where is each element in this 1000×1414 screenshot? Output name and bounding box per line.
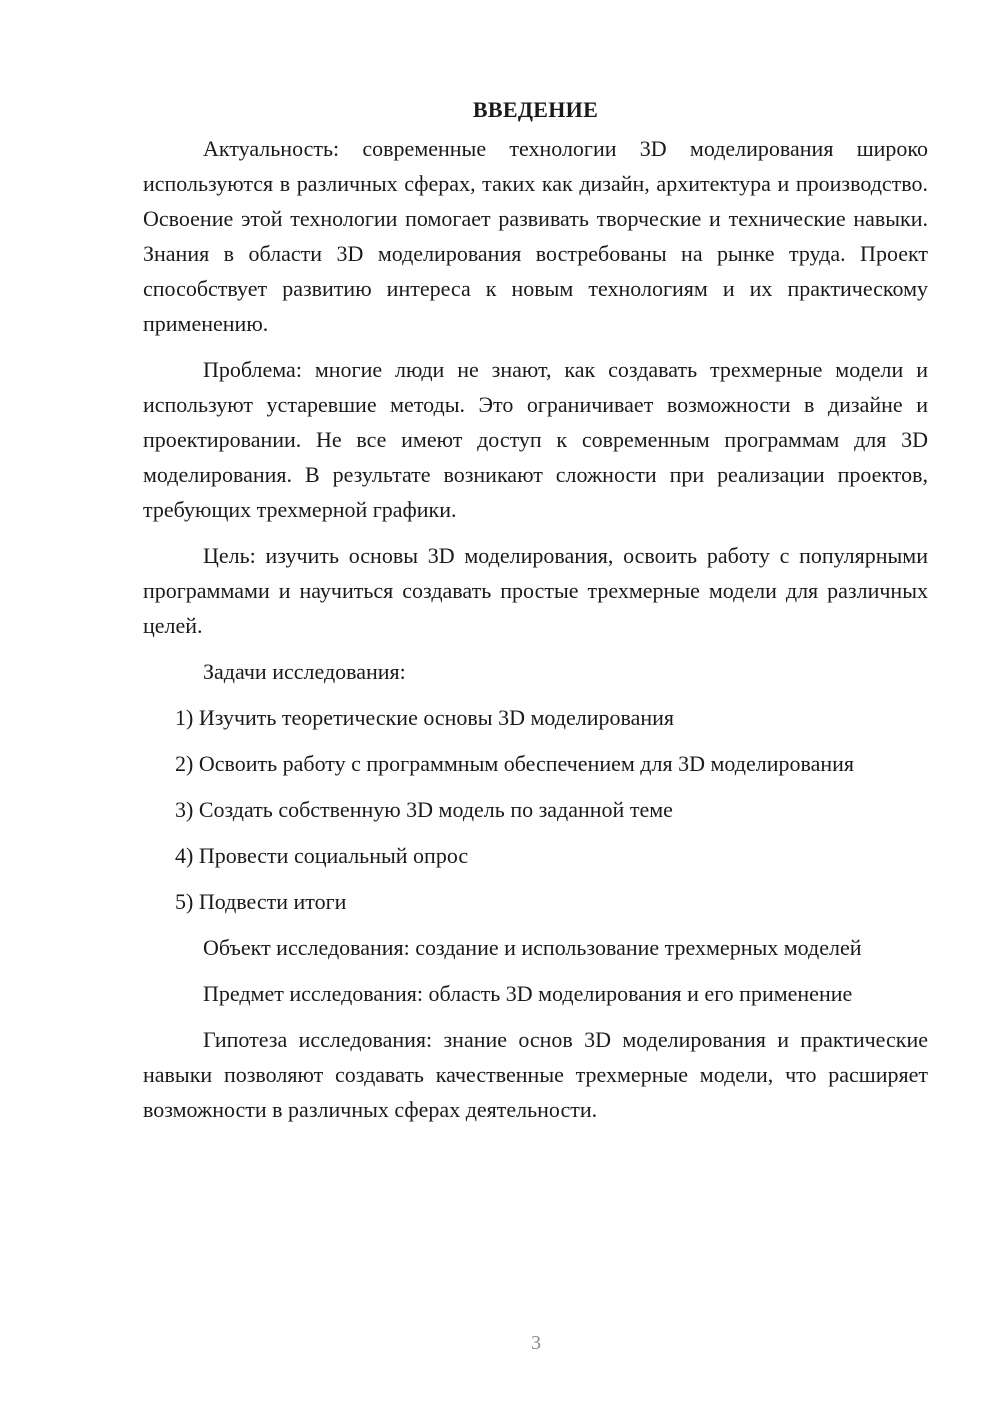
page-title: ВВЕДЕНИЕ — [472, 97, 599, 122]
page-number: 3 — [531, 1332, 541, 1354]
paragraph-subject: Предмет исследования: область 3D моделирования и его применение — [203, 981, 853, 1006]
task-item: 1) Изучить теоретические основы 3D моделирования — [175, 705, 674, 730]
paragraph-goal: Цель: изучить основы 3D моделирования, освоить работу с популярными программами и научиться создавать простые трехмерные модели для различных целей. — [143, 543, 928, 638]
paragraph-object: Объект исследования: создание и использование трехмерных моделей — [203, 935, 862, 960]
paragraph-problem: Проблема: многие люди не знают, как создавать трехмерные модели и используют устаревшие методы. Это ограничивает возможности в дизайне и проектировании. Не все имеют доступ к современным программам для 3D моделирования. В результате возникают сложности при реализации проектов, требующих трехмерной графики. — [143, 357, 928, 522]
task-item: 5) Подвести итоги — [175, 889, 347, 914]
paragraph-relevance: Актуальность: современные технологии 3D моделирования широко используются в различных сферах, таких как дизайн, архитектура и производство. Освоение этой технологии помогает развивать творческие и технические навыки. Знания в области 3D моделирования востребованы на рынке труда. Проект способствует развитию интереса к новым технологиям и их практическому применению. — [143, 136, 928, 336]
task-item: 4) Провести социальный опрос — [175, 843, 469, 868]
document-page — [143, 92, 928, 1138]
task-item: 3) Создать собственную 3D модель по заданной теме — [175, 797, 673, 822]
paragraph-hypothesis: Гипотеза исследования: знание основ 3D моделирования и практические навыки позволяют создавать качественные трехмерные модели, что расширяет возможности в различных сферах деятельности. — [143, 1027, 928, 1122]
task-item: 2) Освоить работу с программным обеспечением для 3D моделирования — [175, 751, 855, 776]
tasks-heading: Задачи исследования: — [203, 659, 406, 684]
